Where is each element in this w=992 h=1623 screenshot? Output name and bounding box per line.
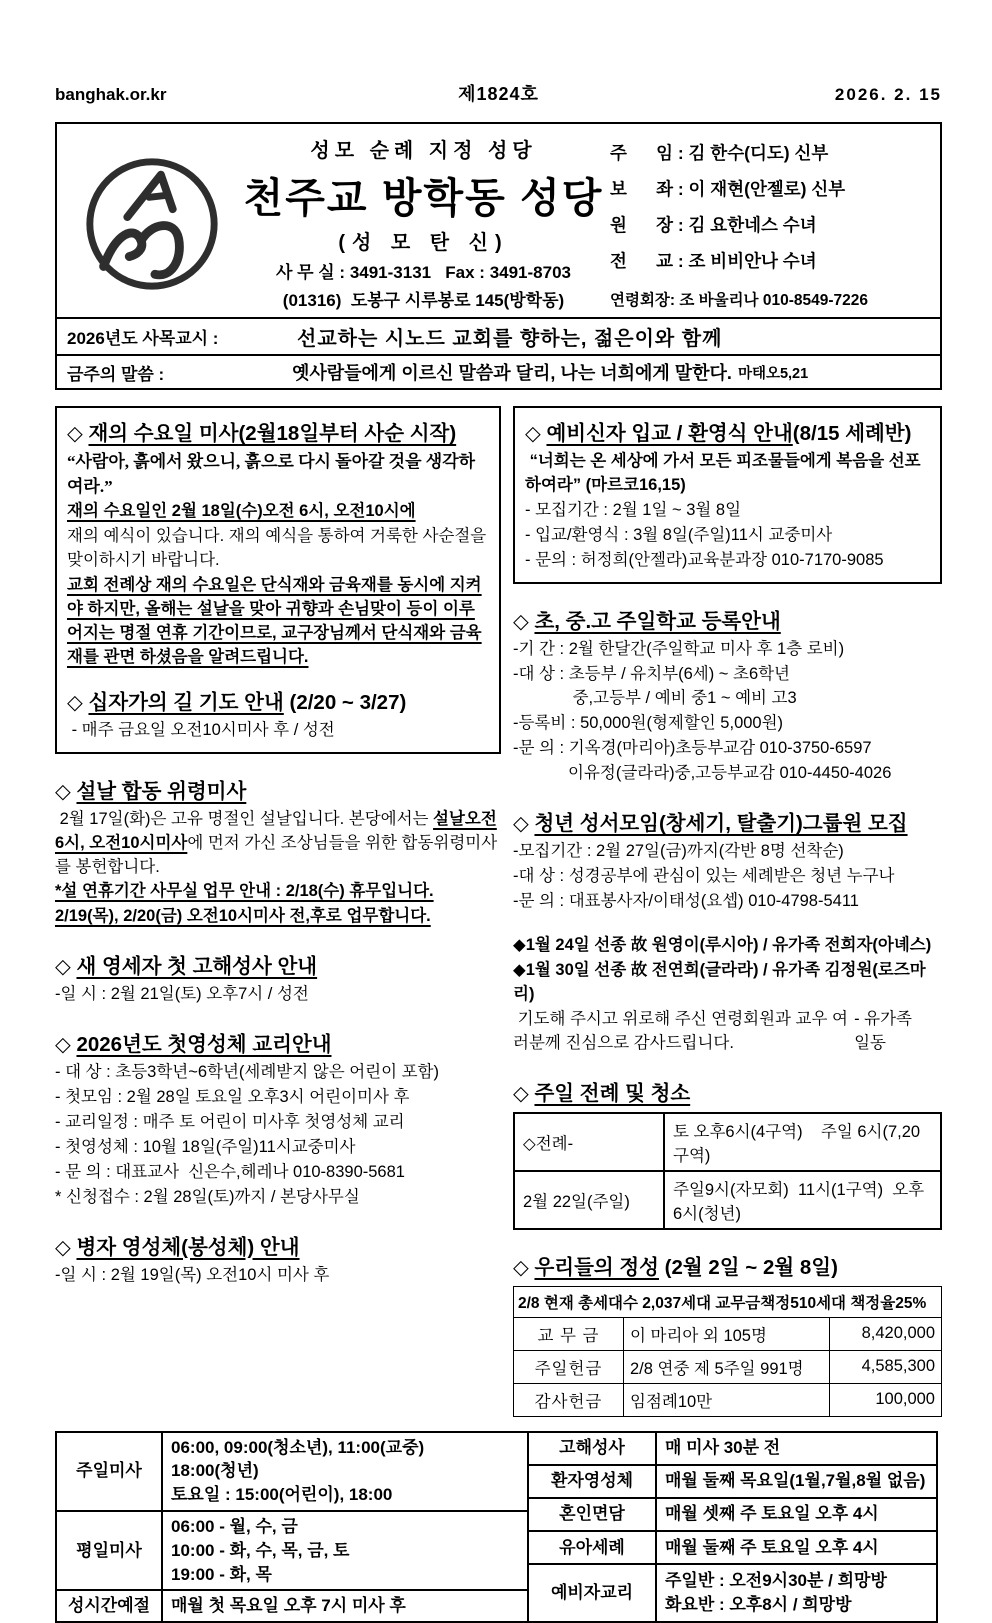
- catechumen-box: [513, 406, 942, 584]
- list-item: - 교리일정 : 매주 토 어린이 미사후 첫영성체 교리: [55, 1113, 405, 1132]
- list-item: -등록비 : 50,000원(형제할인 5,000원): [513, 714, 784, 733]
- table-row: [514, 1113, 941, 1171]
- schedule-value: 매월 둘째 목요일(1월,7월,8월 없음): [656, 1465, 937, 1498]
- liturgy-row-label: ◇전례-: [514, 1113, 664, 1171]
- offering-detail: 2/8 연중 제 5주일 991명: [624, 1350, 830, 1383]
- list-item: -문 의 : 기옥경(마리아)초등부교감 010-3750-6597: [513, 739, 872, 758]
- diamond-icon: ◇: [67, 690, 83, 714]
- diamond-icon: ◇: [513, 1255, 529, 1279]
- ash-wednesday-box: [55, 406, 501, 754]
- table-row: [514, 1350, 942, 1383]
- sick-communion-line: -일 시 : 2월 19일(목) 오전10시 미사 후: [55, 1265, 330, 1284]
- staff-missionary: 전 교 : 조 비비안나 수녀: [610, 250, 817, 271]
- offering-label: 주일헌금: [514, 1350, 624, 1383]
- first-communion-section: [55, 1027, 501, 1210]
- right-column: [513, 406, 942, 1417]
- staff-director: 원 장 : 김 요한네스 수녀: [610, 214, 817, 235]
- offering-detail: 임점례10만: [624, 1383, 830, 1416]
- section-title-sick-communion: ◇ 병자 영성체(봉성체) 안내: [55, 1235, 300, 1259]
- church-name: 천주교 방학동 성당: [243, 175, 604, 221]
- schedule-value: 주일반 : 오전9시30분 / 희망방 화요반 : 오후8시 / 희망방: [656, 1564, 937, 1622]
- section-title-ash-wednesday: ◇ 재의 수요일 미사(2월18일부터 사순 시작): [67, 422, 457, 445]
- list-item: * 신청접수 : 2월 28일(토)까지 / 본당사무실: [55, 1187, 360, 1206]
- schedule-value: 06:00 - 월, 수, 금 10:00 - 화, 수, 목, 금, 토 19:00 - 화, 목: [162, 1511, 528, 1590]
- list-item: -대 상 : 초등부 / 유치부(6세) ~ 초6학년: [513, 664, 790, 683]
- liturgy-table: [513, 1112, 942, 1230]
- church-designation: 성모 순례 지정 성당: [310, 140, 537, 162]
- liturgy-row-value: 토 오후6시(4구역) 주일 6시(7,20구역): [664, 1113, 941, 1171]
- ash-body: 재의 예식이 있습니다. 재의 예식을 통하여 거룩한 사순절을 맞이하시기 바랍니다.: [67, 527, 491, 570]
- staff-pastor: 주 임 : 김 한수(디도) 신부: [610, 143, 829, 163]
- diamond-icon: ◇: [67, 422, 83, 445]
- site-url: banghak.or.kr: [55, 85, 167, 104]
- schedule-label: 평일미사: [56, 1511, 162, 1590]
- sacrament-times-table: [527, 1431, 938, 1623]
- schedule-label: 환자영성체: [528, 1465, 656, 1498]
- schedule-label: 주일미사: [56, 1432, 162, 1511]
- top-strip: [55, 80, 942, 106]
- church-address: (01316) 도봉구 시루봉로 145(방학동): [282, 291, 565, 310]
- pastoral-directive-row: [57, 317, 940, 354]
- lunar-office-notice-1: *설 연휴기간 사무실 업무 안내 : 2/18(수) 휴무입니다.: [55, 882, 434, 901]
- schedule-label: 유아세례: [528, 1531, 656, 1564]
- list-item: - 대 상 : 초등3학년~6학년(세례받지 않은 어린이 포함): [55, 1063, 439, 1082]
- obituary-section: [513, 934, 942, 1056]
- diamond-icon: ◇: [55, 1033, 71, 1057]
- liturgy-cleaning-section: [513, 1076, 942, 1230]
- section-title-sunday-school: ◇ 초, 중.고 주일학교 등록안내: [513, 609, 781, 633]
- liturgy-row-value: 주일9시(자모회) 11시(1구역) 오후6시(청년): [664, 1171, 941, 1229]
- weekly-word-row: [57, 354, 940, 388]
- obituary-line: ◆1월 30일 선종 故 전연희(글라라) / 유가족 김정원(로즈마리): [513, 960, 926, 1003]
- church-dedication: (성 모 탄 신): [338, 232, 509, 254]
- offering-detail: 이 마리아 외 105명: [624, 1317, 830, 1350]
- diamond-icon: ◇: [55, 955, 71, 979]
- schedule-label: 예비자교리: [528, 1564, 656, 1622]
- offering-amount: 8,420,000: [830, 1317, 942, 1350]
- lunar-newyear-section: [55, 774, 501, 930]
- pastoral-label: 2026년도 사목교시 :: [67, 329, 219, 348]
- obituary-signature: - 유가족 일동: [854, 1009, 917, 1052]
- offering-amount: 100,000: [830, 1383, 942, 1416]
- list-item: -대 상 : 성경공부에 관심이 있는 세례받은 청년 누구나: [513, 867, 895, 886]
- mass-times-table: [55, 1431, 529, 1623]
- issue-number: 제1824호: [458, 84, 539, 104]
- masthead: [55, 122, 942, 390]
- table-row: [56, 1432, 528, 1511]
- staff-assistant: 보 좌 : 이 재현(안젤로) 신부: [610, 178, 846, 199]
- offering-amount: 4,585,300: [830, 1350, 942, 1383]
- list-item: -문 의 : 대표봉사자/이태성(요셉) 010-4798-5411: [513, 891, 859, 910]
- sick-communion-section: [55, 1230, 501, 1288]
- offering-summary: 2/8 현재 총세대수 2,037세대 교무금책정510세대 책정율25%: [514, 1286, 942, 1317]
- table-row: [56, 1511, 528, 1590]
- schedule-value: 06:00, 09:00(청소년), 11:00(교중) 18:00(청년) 토요일 : 15:00(어린이), 18:00: [162, 1432, 528, 1511]
- issue-date: 2026. 2. 15: [834, 85, 942, 104]
- table-row: [528, 1465, 937, 1498]
- schedule-value: 매월 셋째 주 토요일 오후 4시: [656, 1498, 937, 1531]
- diamond-icon: ◇: [55, 779, 71, 803]
- section-title-liturgy: ◇ 주일 전례 및 청소: [513, 1081, 691, 1105]
- schedule-value: 매월 둘째 주 토요일 오후 4시: [656, 1531, 937, 1564]
- list-item: 중,고등부 / 예비 중1 ~ 예비 고3: [513, 689, 797, 708]
- senior-chair: 연령회장: 조 바울리나 010-8549-7226: [610, 291, 868, 309]
- diamond-icon: ◇: [513, 609, 529, 633]
- word-label: 금주의 말씀 :: [67, 364, 165, 384]
- table-row: [514, 1171, 941, 1229]
- list-item: -모집기간 : 2월 27일(금)까지(각반 8명 선착순): [513, 842, 844, 861]
- ash-dispensation-notice: 교회 전례상 재의 수요일은 단식재와 금육재를 동시에 지켜야 하지만, 올해는 설날을 맞아 귀향과 손님맞이 등이 이루어지는 명절 연휴 기간이므로, 교구장님께서 단식재와 금육재를 관면 하셨음을 알려드립니다.: [67, 576, 482, 666]
- mass-schedule: [55, 1431, 942, 1623]
- church-logo: [67, 132, 237, 311]
- word-reference: 마태오5,21: [737, 365, 809, 382]
- list-item: -기 간 : 2월 한달간(주일학교 미사 후 1층 로비): [513, 639, 845, 658]
- diamond-icon: ◇: [513, 812, 529, 836]
- table-row: [514, 1383, 942, 1416]
- table-row: [514, 1286, 942, 1317]
- office-phone: 사 무 실 : 3491-3131 Fax : 3491-8703: [276, 263, 571, 282]
- section-title-way-of-cross: ◇ 십자가의 길 기도 안내 (2/20 ~ 3/27): [67, 690, 407, 714]
- table-row: [514, 1317, 942, 1350]
- table-row: [528, 1564, 937, 1622]
- first-confession-line: -일 시 : 2월 21일(토) 오후7시 / 성전: [55, 985, 309, 1004]
- first-confession-section: [55, 949, 501, 1007]
- word-text: 옛사람들에게 이르신 말씀과 달리, 나는 너희에게 말한다.: [292, 363, 732, 383]
- catechumen-quote: “너희는 온 세상에 가서 모든 피조물들에게 복음을 선포하여라” (마르코16,15): [525, 452, 921, 494]
- sunday-school-section: [513, 604, 942, 787]
- offering-label: 감사헌금: [514, 1383, 624, 1416]
- way-of-cross-line: - 매주 금요일 오전10시미사 후 / 성전: [67, 720, 335, 739]
- pastoral-text: 선교하는 시노드 교회를 향하는, 젊은이와 함께: [297, 328, 723, 350]
- table-row: [528, 1498, 937, 1531]
- list-item: - 문의 : 허정희(안젤라)교육분과장 010-7170-9085: [525, 550, 884, 569]
- list-item: - 모집기간 : 2월 1일 ~ 3월 8일: [525, 500, 742, 519]
- offering-section: [513, 1250, 942, 1417]
- schedule-label: 고해성사: [528, 1432, 656, 1465]
- table-row: [528, 1531, 937, 1564]
- lunar-office-notice-2: 2/19(목), 2/20(금) 오전10시미사 전,후로 업무합니다.: [55, 907, 431, 926]
- obituary-line: ◆1월 24일 선종 故 원영이(루시아) / 유가족 전희자(아녜스): [513, 935, 932, 954]
- diamond-icon: ◇: [525, 422, 541, 445]
- section-title-catechumen: ◇ 예비신자 입교 / 환영식 안내(8/15 세례반): [525, 422, 912, 445]
- obituary-thanks: 기도해 주시고 위로해 주신 연령회원과 교우 여러분께 진심으로 감사드립니다. - 유가족 일동: [513, 1008, 942, 1056]
- section-title-youth-bible: ◇ 청년 성서모임(창세기, 탈출기)그룹원 모집: [513, 812, 908, 836]
- section-title-first-confession: ◇ 새 영세자 첫 고해성사 안내: [55, 955, 318, 979]
- list-item: 이유정(글라라)중,고등부교감 010-4450-4026: [513, 764, 892, 783]
- section-title-first-communion: ◇ 2026년도 첫영성체 교리안내: [55, 1033, 332, 1057]
- section-title-lunar-mass: ◇ 설날 합동 위령미사: [55, 779, 247, 803]
- diamond-icon: ◇: [55, 1235, 71, 1259]
- youth-bible-section: [513, 806, 942, 914]
- table-row: [528, 1432, 937, 1465]
- ash-schedule-line: 재의 수요일인 2월 18일(수)오전 6시, 오전10시에: [67, 502, 416, 521]
- schedule-value: 매 미사 30분 전: [656, 1432, 937, 1465]
- left-column: [55, 406, 501, 1417]
- table-row: [56, 1590, 528, 1622]
- schedule-value: 매월 첫 목요일 오후 7시 미사 후: [162, 1590, 528, 1622]
- ash-quote: “사람아, 흙에서 왔으니, 흙으로 다시 돌아갈 것을 생각하여라.”: [67, 452, 476, 496]
- list-item: - 문 의 : 대표교사 신은수,헤레나 010-8390-5681: [55, 1162, 405, 1181]
- schedule-label: 성시간예절: [56, 1590, 162, 1622]
- list-item: - 첫모임 : 2월 28일 토요일 오후3시 어린이미사 후: [55, 1088, 410, 1107]
- offering-table: [513, 1286, 942, 1417]
- list-item: - 입교/환영식 : 3월 8일(주일)11시 교중미사: [525, 525, 833, 544]
- schedule-label: 혼인면담: [528, 1498, 656, 1531]
- section-title-offering: ◇ 우리들의 정성 (2월 2일 ~ 2월 8일): [513, 1255, 838, 1279]
- staff-list: [610, 132, 930, 311]
- diamond-icon: ◇: [513, 1081, 529, 1105]
- lunar-paragraph: 2월 17일(화)은 고유 명절인 설날입니다. 본당에서는 설날오전6시, 오전10시미사에 먼저 가신 조상님들을 위한 합동위령미사를 봉헌합니다.: [55, 809, 498, 876]
- list-item: - 첫영성체 : 10월 18일(주일)11시교중미사: [55, 1137, 356, 1156]
- offering-label: 교 무 금: [514, 1317, 624, 1350]
- liturgy-row-label: 2월 22일(주일): [514, 1171, 664, 1229]
